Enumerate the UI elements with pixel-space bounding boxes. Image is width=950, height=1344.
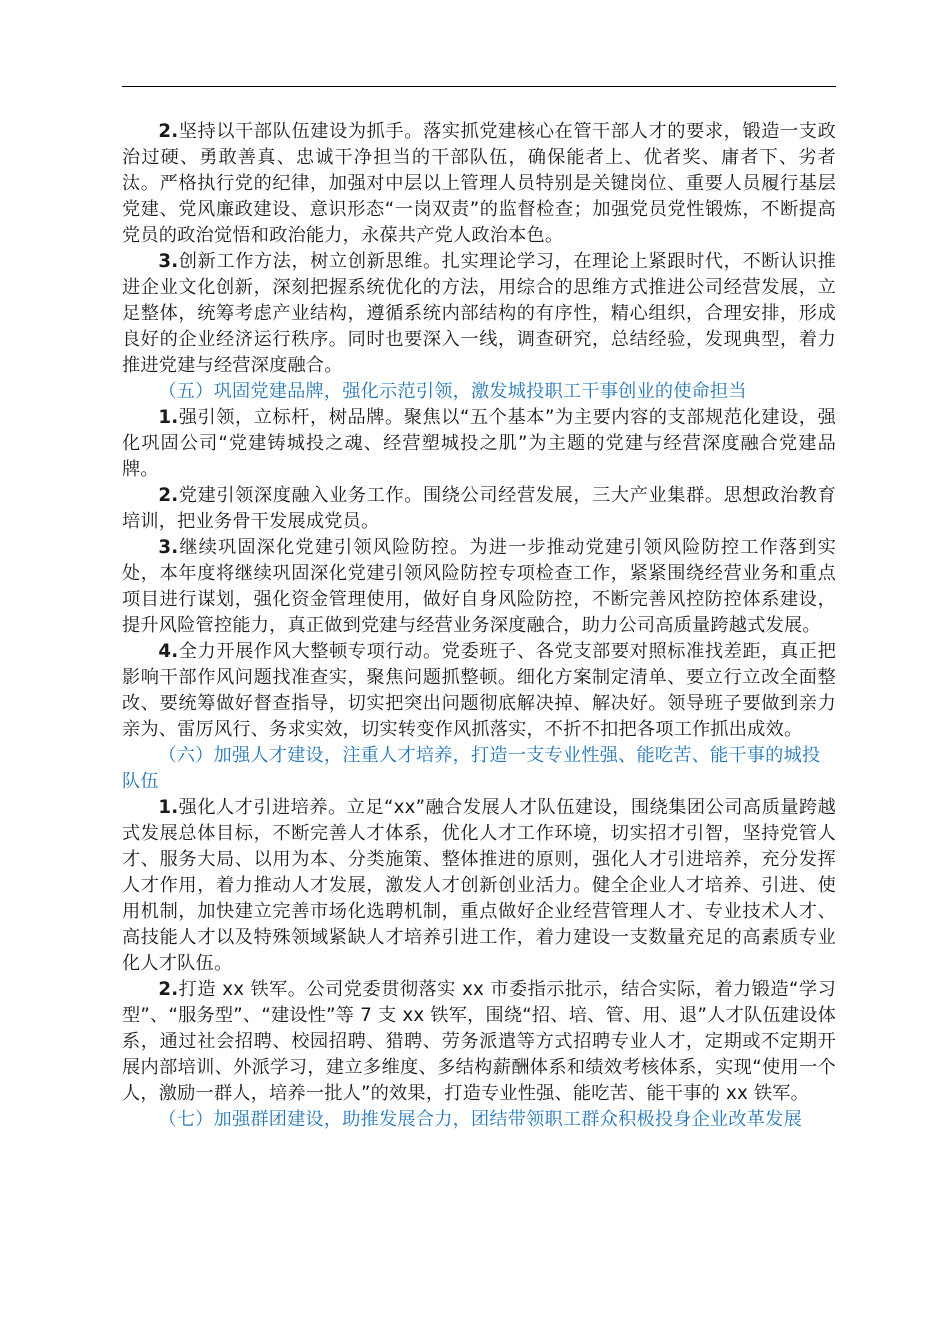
section-heading-7: （七）加强群团建设，助推发展合力，团结带领职工群众积极投身企业改革发展: [158, 1109, 802, 1130]
paragraph-text: 继续巩固深化党建引领风险防控。为进一步推动党建引领风险防控工作落到实处，本年度将继续巩固深化党建引领风险防控专项检查工作，紧紧围绕经营业务和重点项目进行谋划，强化资金管理使用，做好自身风险防控，不断完善风控防控体系建设，提升风险管控能力，真正做到党建与经营业务深度融合，助力公司高质量跨越式发展。: [122, 537, 836, 636]
paragraph-item-1-brand: [122, 405, 836, 483]
item-number: 2.: [158, 979, 179, 1000]
paragraph-item-2-iron-army: [122, 977, 836, 1107]
section-heading-5: （五）巩固党建品牌，强化示范引领，激发城投职工干事创业的使命担当: [158, 381, 747, 402]
paragraph-item-4-style: [122, 639, 836, 743]
section-heading-6: （六）加强人才建设，注重人才培养，打造一支专业性强、能吃苦、能干事的城投队伍: [122, 745, 821, 792]
paragraph-text: 强化人才引进培养。立足“xx”融合发展人才队伍建设，围绕集团公司高质量跨越式发展总体目标，不断完善人才体系，优化人才工作环境，切实招才引智，坚持党管人才、服务大局、以用为本、分类施策、整体推进的原则，强化人才引进培养，充分发挥人才作用，着力推动人才发展，激发人才创新创业活力。健全企业人才培养、引进、使用机制，加快建立完善市场化选聘机制，重点做好企业经营管理人才、专业技术人才、高技能人才以及特殊领域紧缺人才培养引进工作，着力建设一支数量充足的高素质专业化人才队伍。: [122, 797, 836, 974]
paragraph-text: 打造 xx 铁军。公司党委贯彻落实 xx 市委指示批示，结合实际，着力锻造“学习型”、“服务型”、“建设性”等 7 支 xx 铁军，围绕“招、培、管、用、退”人才队伍建设体系，通过社会招聘、校园招聘、猎聘、劳务派遣等方式招聘专业人才，定期或不定期开展内部培训、外派学习，建立多维度、多结构薪酬体系和绩效考核体系，实现“使用一个人，激励一群人，培养一批人”的效果，打造专业性强、能吃苦、能干事的 xx 铁军。: [122, 979, 836, 1104]
paragraph-text: 全力开展作风大整顿专项行动。党委班子、各党支部要对照标准找差距，真正把影响干部作风问题找准查实，聚焦问题抓整顿。细化方案制定清单、要立行立改全面整改、要统筹做好督查指导，切实把突出问题彻底解决掉、解决好。领导班子要做到亲力亲为、雷厉风行、务求实效，切实转变作风抓落实，不折不扣把各项工作抓出成效。: [122, 641, 836, 740]
item-number: 3.: [158, 537, 179, 558]
document-body: [122, 119, 836, 1133]
paragraph-item-3-innovation: [122, 249, 836, 379]
paragraph-item-1-talent: [122, 795, 836, 977]
item-number: 4.: [158, 641, 179, 662]
paragraph-text: 坚持以干部队伍建设为抓手。落实抓党建核心在管干部人才的要求，锻造一支政治过硬、勇敢善真、忠诚干净担当的干部队伍，确保能者上、优者奖、庸者下、劣者汰。严格执行党的纪律，加强对中层以上管理人员特别是关键岗位、重要人员履行基层党建、党风廉政建设、意识形态“一岗双责”的监督检查；加强党员党性锻炼，不断提高党员的政治觉悟和政治能力，永葆共产党人政治本色。: [122, 121, 836, 246]
paragraph-text: 创新工作方法，树立创新思维。扎实理论学习，在理论上紧跟时代，不断认识推进企业文化创新，深刻把握系统优化的方法，用综合的思维方式推进公司经营发展，立足整体，统筹考虑产业结构，遵循系统内部结构的有序性，精心组织，合理安排，形成良好的企业经济运行秩序。同时也要深入一线，调查研究，总结经验，发现典型，着力推进党建与经营深度融合。: [122, 251, 836, 376]
item-number: 2.: [158, 485, 179, 506]
paragraph-item-2-business: [122, 483, 836, 535]
paragraph-text: 党建引领深度融入业务工作。围绕公司经营发展，三大产业集群。思想政治教育培训，把业务骨干发展成党员。: [122, 485, 836, 532]
item-number: 3.: [158, 251, 179, 272]
header-rule: [122, 86, 836, 87]
item-number: 1.: [158, 407, 179, 428]
item-number: 2.: [158, 121, 179, 142]
paragraph-item-2-cadre: [122, 119, 836, 249]
item-number: 1.: [158, 797, 179, 818]
paragraph-text: 强引领，立标杆，树品牌。聚焦以“五个基本”为主要内容的支部规范化建设，强化巩固公司“党建铸城投之魂、经营塑城投之肌”为主题的党建与经营深度融合党建品牌。: [122, 407, 836, 480]
paragraph-item-3-risk: [122, 535, 836, 639]
